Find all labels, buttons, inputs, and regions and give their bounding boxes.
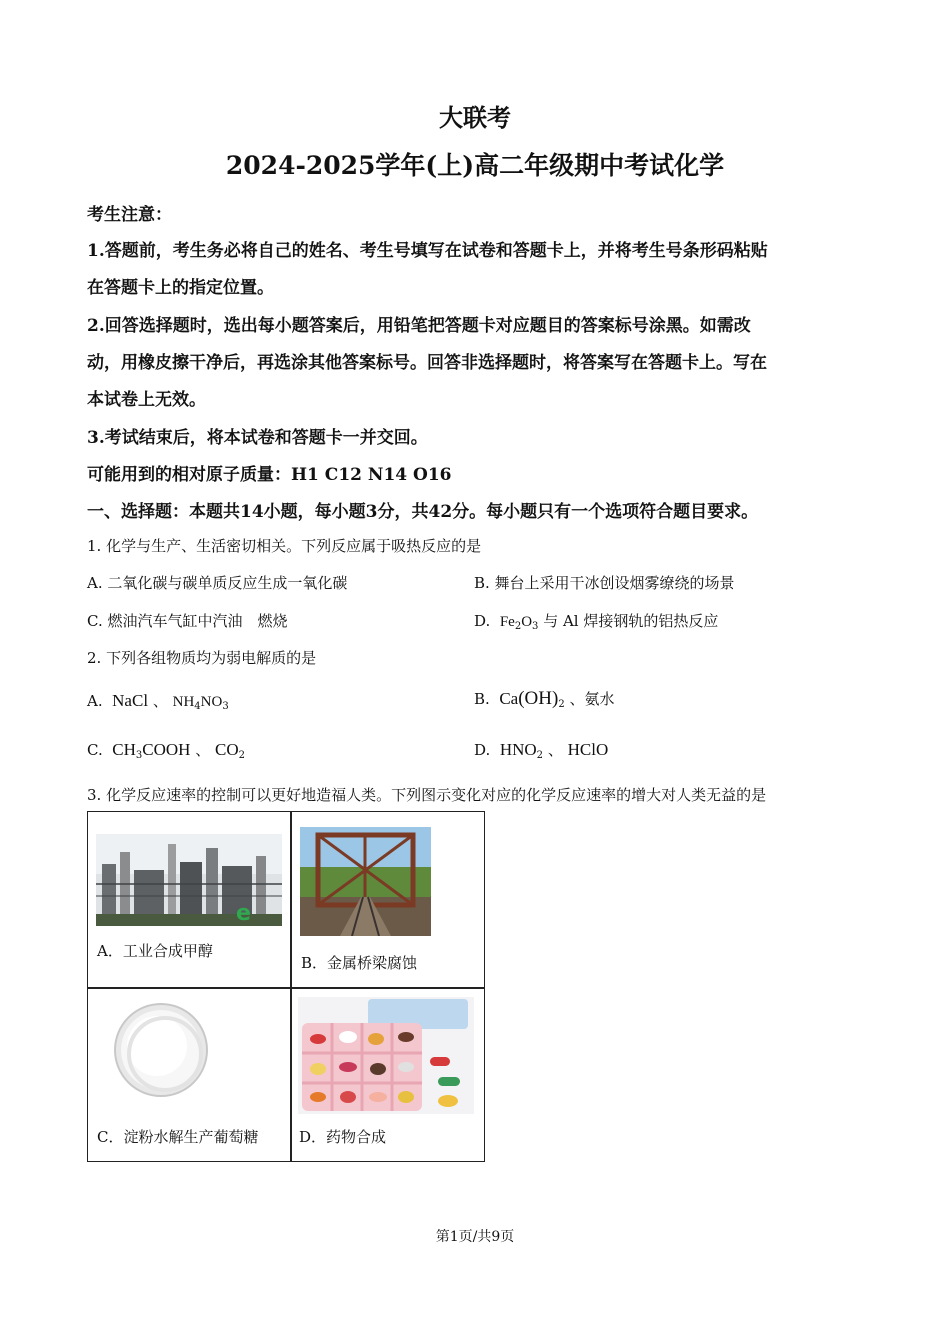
q1-option-a: A. 二氧化碳与碳单质反应生成一氧化碳 bbox=[87, 574, 348, 592]
q1-option-d: D. $Fe_2O_3$ 与 Al 焊接钢轨的铝热反应 bbox=[474, 612, 719, 632]
q3-caption-c: C．淀粉水解生产葡萄糖 bbox=[97, 1128, 259, 1146]
q3-caption-b: B．金属桥梁腐蚀 bbox=[301, 954, 418, 972]
notice-item1-line2: 在答题卡上的指定位置。 bbox=[87, 278, 274, 298]
q3-caption-a: A．工业合成甲醇 bbox=[97, 942, 213, 960]
q1-option-b: B. 舞台上采用干冰创设烟雾缭绕的场景 bbox=[474, 574, 735, 592]
section1-heading: 一、选择题：本题共14小题，每小题3分，共42分。每小题只有一个选项符合题目要求。 bbox=[87, 502, 759, 522]
medicine-pills-image bbox=[298, 997, 474, 1114]
q2-option-a: A. NaCl 、 $NH_4NO_3$ bbox=[87, 691, 229, 712]
notice-item2-line2: 动，用橡皮擦干净后，再选涂其他答案标号。回答非选择题时，将答案写在答题卡上。写在 bbox=[87, 353, 767, 373]
methanol-factory-image bbox=[96, 834, 282, 926]
q2-option-b: B. $Ca(OH)_2$ 、氨水 bbox=[474, 688, 615, 710]
q1-option-c: C. 燃油汽车气缸中汽油 燃烧 bbox=[87, 612, 288, 630]
svg-text:e: e bbox=[236, 901, 251, 926]
exam-title: 大联考 bbox=[439, 103, 511, 132]
starch-powder-image bbox=[113, 1002, 209, 1098]
q3-stem: 3. 化学反应速率的控制可以更好地造福人类。下列图示变化对应的化学反应速率的增大对人类无益的是 bbox=[87, 786, 767, 804]
atomic-mass-line: 可能用到的相对原子质量：H1 C12 N14 O16 bbox=[87, 465, 452, 485]
notice-item2-line1: 2.回答选择题时，选出每小题答案后，用铅笔把答题卡对应题目的答案标号涂黑。如需改 bbox=[87, 316, 751, 336]
q2-option-c: C. $CH_3COOH$ 、 $CO_2$ bbox=[87, 740, 246, 761]
notice-item2-line3: 本试卷上无效。 bbox=[87, 390, 206, 410]
q2-option-d: D. $HNO_2$ 、 HClO bbox=[474, 740, 609, 761]
exam-subtitle: 2024-2025学年(上)高二年级期中考试化学 bbox=[225, 151, 725, 180]
table-divider-horizontal bbox=[88, 987, 484, 989]
notice-heading: 考生注意： bbox=[87, 205, 172, 225]
corroded-bridge-image bbox=[300, 827, 431, 936]
notice-item1-line1: 1.答题前，考生务必将自己的姓名、考生号填写在试卷和答题卡上，并将考生号条形码粘贴 bbox=[87, 241, 768, 261]
q3-caption-d: D．药物合成 bbox=[299, 1128, 387, 1146]
notice-item3: 3.考试结束后，将本试卷和答题卡一并交回。 bbox=[87, 428, 428, 448]
q2-stem: 2. 下列各组物质均为弱电解质的是 bbox=[87, 649, 317, 667]
q3-image-table bbox=[87, 811, 485, 1162]
q1-stem: 1. 化学与生产、生活密切相关。下列反应属于吸热反应的是 bbox=[87, 537, 482, 555]
page-number: 第1页/共9页 bbox=[435, 1229, 515, 1245]
